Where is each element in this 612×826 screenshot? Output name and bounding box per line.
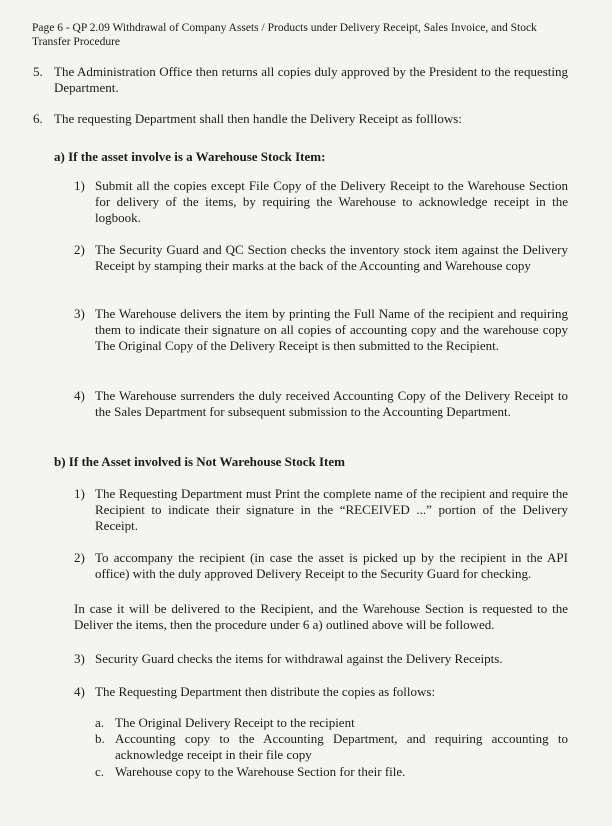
section-b-item-4-text: The Requesting Department then distribute the copies as follows: <box>95 684 436 699</box>
section-a-item-1-text: Submit all the copies except File Copy of the Delivery Receipt to the Warehouse Section for delivery of the items, by requiring the Warehouse to acknowledge receipt in the logbook. <box>95 178 568 225</box>
section-b-item-3-number: 3) <box>74 651 85 666</box>
section-a-heading: a) If the asset involve is a Warehouse Stock Item: <box>54 149 326 164</box>
section-a-item-3-text: The Warehouse delivers the item by printing the Full Name of the recipient and requiring them to indicate their signature on all copies of accounting copy and the warehouse copy The Original Copy of the Delivery Receipt is then submitted to the Recipient. <box>95 306 568 353</box>
item-5-number: 5. <box>33 64 43 79</box>
section-b-item-2-text: To accompany the recipient (in case the asset is picked up by the recipient in the API office) with the duly approved Delivery Receipt to the Security Guard for checking. <box>95 550 568 581</box>
section-b-item-4-number: 4) <box>74 684 85 699</box>
section-b-note: In case it will be delivered to the Recipient, and the Warehouse Section is requested to the Deliver the items, then the procedure under 6 a) outlined above will be followed. <box>74 601 568 632</box>
item-6-text: The requesting Department shall then handle the Delivery Receipt as folllows: <box>54 111 462 126</box>
page-header-line2: Transfer Procedure <box>32 36 121 48</box>
section-a-item-4-number: 4) <box>74 388 85 403</box>
section-a-item-2-text: The Security Guard and QC Section checks the inventory stock item against the Delivery Receipt by stamping their marks at the back of the Accounting and Warehouse copy <box>95 242 568 273</box>
section-b-item-3-text: Security Guard checks the items for withdrawal against the Delivery Receipts. <box>95 651 503 666</box>
section-b-item-1-number: 1) <box>74 486 85 501</box>
item-5-text: The Administration Office then returns all copies duly approved by the President to the requesting Department. <box>54 64 568 95</box>
section-b-item-1-text: The Requesting Department must Print the complete name of the recipient and require the Recipient to indicate their signature in the “RECEIVED ...” portion of the Delivery Receipt. <box>95 486 568 533</box>
section-b-item-2-number: 2) <box>74 550 85 565</box>
section-a-item-4-text: The Warehouse surrenders the duly received Accounting Copy of the Delivery Receipt to the Sales Department for subsequent submission to the Accounting Department. <box>95 388 568 419</box>
subitem-a-letter: a. <box>95 715 105 730</box>
section-b-heading: b) If the Asset involved is Not Warehouse Stock Item <box>54 454 345 469</box>
subitem-a-text: The Original Delivery Receipt to the recipient <box>115 715 355 730</box>
subitem-c-text: Warehouse copy to the Warehouse Section for their file. <box>115 764 406 779</box>
section-a-item-2-number: 2) <box>74 242 85 257</box>
page-header-line1: Page 6 - QP 2.09 Withdrawal of Company Assets / Products under Delivery Receipt, Sales Invoice, and Stock <box>32 22 537 34</box>
subitem-b-letter: b. <box>95 731 105 746</box>
section-a-item-1-number: 1) <box>74 178 85 193</box>
section-a-item-3-number: 3) <box>74 306 85 321</box>
subitem-b-text: Accounting copy to the Accounting Department, and requiring accounting to acknowledge receipt in their file copy <box>115 731 568 762</box>
subitem-c-letter: c. <box>95 764 105 779</box>
item-6-number: 6. <box>33 111 43 126</box>
